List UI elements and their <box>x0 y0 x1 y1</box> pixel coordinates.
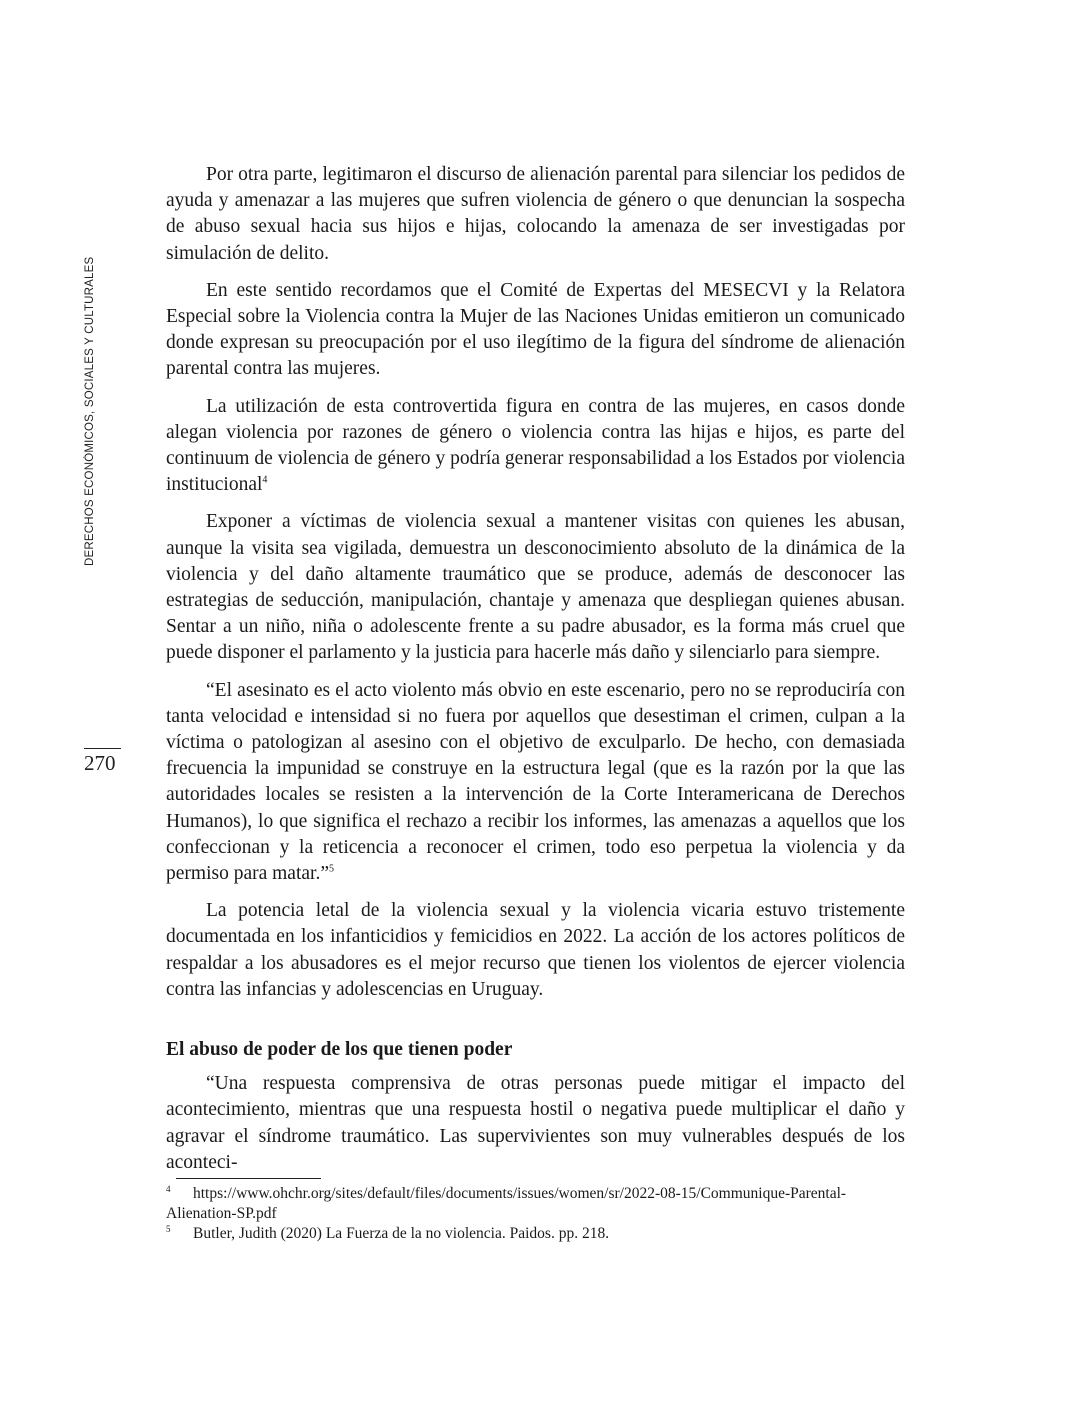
footnote-4: 4 https://www.ohchr.org/sites/default/files/documents/issues/women/sr/2022-08-15/Communique-Parental-Alienation-SP.pdf <box>166 1183 847 1222</box>
paragraph-text: La utilización de esta controvertida figura en contra de las mujeres, en casos donde alegan violencia por razones de género o violencia contra las hijas e hijos, es parte del continuum de violencia de género y podría generar responsabilidad a los Estados por violencia institucional <box>166 395 905 496</box>
running-head: DERECHOS ECONÓMICOS, SOCIALES Y CULTURALES <box>84 256 96 566</box>
paragraph-text: “El asesinato es el acto violento más obvio en este escenario, pero no se reproduciría con tanta velocidad e intensidad si no fuera por aquellos que desestiman el crimen, culpan a la víctima o patologizan al asesino con el objetivo de exculparlo. De hecho, con demasiada frecuencia la impunidad se construye en la estructura legal (que es la razón por la que las autoridades locales se resisten a la intervención de la Corte Interamericana de Derechos Humanos), lo que significa el rechazo a recibir los informes, las amenazas a aquellos que los confeccionan y la reticencia a reconocer el crimen, todo eso perpetua la violencia y da permiso para matar.” <box>166 679 905 885</box>
paragraph-6 <box>166 898 905 1003</box>
section-heading: El abuso de poder de los que tienen poder <box>166 1039 513 1061</box>
paragraph-text: En este sentido recordamos que el Comité de Expertas del MESECVI y la Relatora Especial sobre la Violencia contra la Mujer de las Naciones Unidas emitieron un comunicado donde expresan su preocupación por el uso ilegítimo de la figura del síndrome de alienación parental contra las mujeres. <box>166 279 905 380</box>
footnote-5: 5 Butler, Judith (2020) La Fuerza de la no violencia. Paidos. pp. 218. <box>166 1223 610 1242</box>
footnote-ref-5[interactable]: 5 <box>328 863 334 875</box>
footnote-divider <box>176 1178 321 1179</box>
paragraph-2 <box>166 278 905 383</box>
footnote-text: Butler, Judith (2020) La Fuerza de la no violencia. Paidos. pp. 218. <box>193 1225 610 1242</box>
paragraph-5 <box>166 678 905 888</box>
body-text <box>166 162 905 1176</box>
paragraph-4 <box>166 509 905 666</box>
page-number: 270 <box>84 748 121 776</box>
paragraph-text: “Una respuesta comprensiva de otras personas puede mitigar el impacto del acontecimiento, mientras que una respuesta hostil o negativa puede multiplicar el daño y agravar el síndrome traumático. Las supervivientes son muy vulnerables después de los aconteci- <box>166 1073 905 1173</box>
paragraph-text: Exponer a víctimas de violencia sexual a mantener visitas con quienes les abusan, aunque la visita sea vigilada, demuestra un desconocimiento absoluto de la dinámica de la violencia y del daño altamente traumático que se produce, además de desconocer las estrategias de seducción, manipulación, chantaje y amenaza que despliegan quienes abusan. Sentar a un niño, niña o adolescente frente a su padre abusador, es la forma más cruel que puede disponer el parlamento y la justicia para hacerle más daño y silenciarlo para siempre. <box>166 511 905 664</box>
paragraph-7 <box>166 1071 905 1176</box>
paragraph-text: La potencia letal de la violencia sexual y la violencia vicaria estuvo tristemente documentada en los infanticidios y femicidios en 2022. La acción de los actores políticos de respaldar a los abusadores es el mejor recurso que tienen los violentos de ejercer violencia contra las infancias y adolescencias en Uruguay. <box>166 900 905 1000</box>
paragraph-text: Por otra parte, legitimaron el discurso de alienación parental para silenciar los pedidos de ayuda y amenazar a las mujeres que sufren violencia de género o que denuncian la sospecha de abuso sexual hacia sus hijos e hijas, colocando la amenaza de ser investigadas por simulación de delito. <box>166 164 905 264</box>
footnote-link[interactable]: https://www.ohchr.org/sites/default/files/documents/issues/women/sr/2022-08-15/Communique-Parental-Alienation-SP.pdf <box>166 1185 847 1222</box>
footnotes <box>166 1184 905 1244</box>
paragraph-3 <box>166 394 905 499</box>
paragraph-1 <box>166 162 905 267</box>
footnote-ref-4[interactable]: 4 <box>262 474 268 486</box>
